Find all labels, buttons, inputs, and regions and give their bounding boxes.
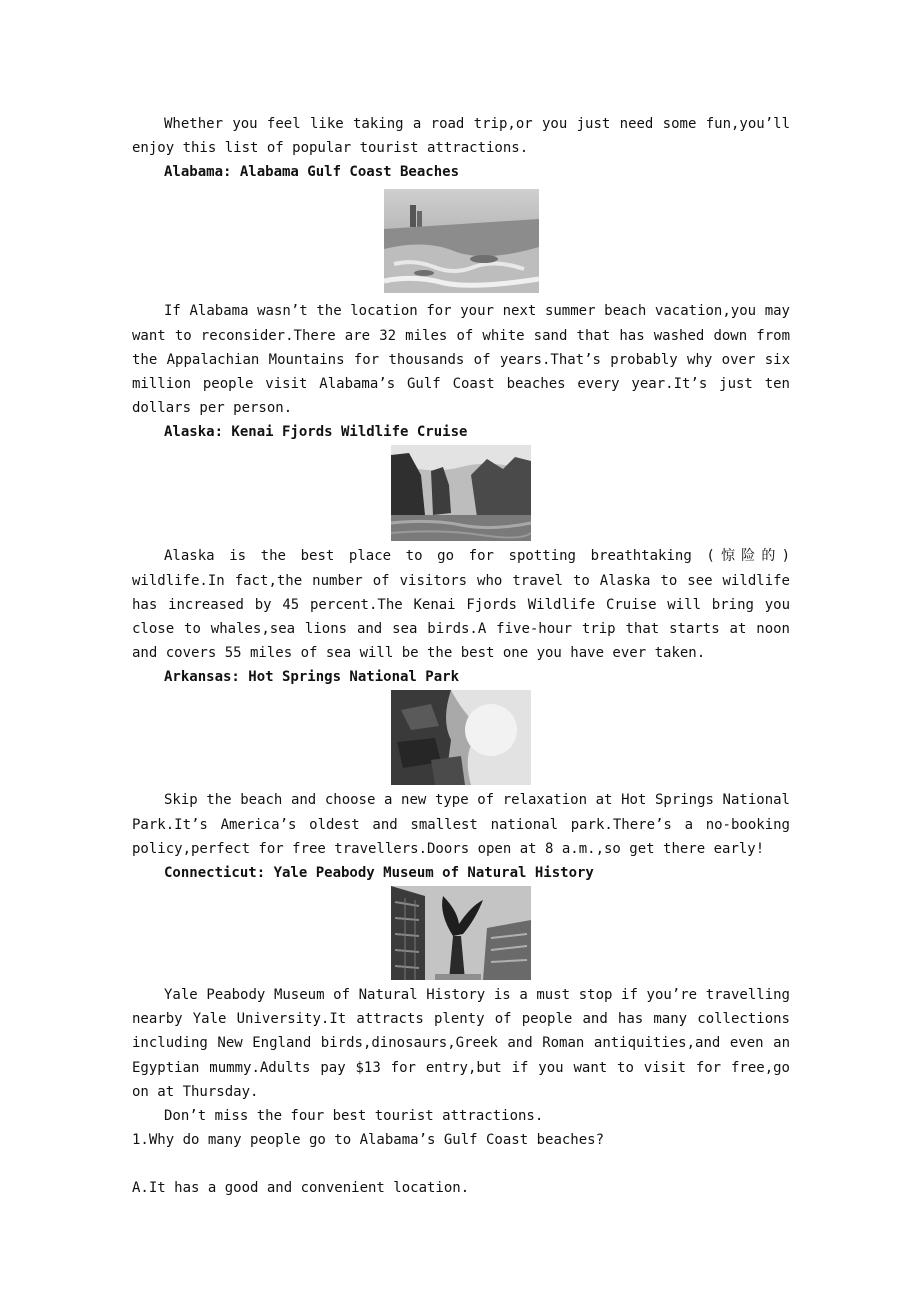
section-text-connecticut: Yale Peabody Museum of Natural History is a must stop if you’re travelling nearby Yale University.It attracts plenty of people and has many collections including New England birds,dinosaurs,Greek and Roman antiquities,and even an Egyptian mummy.Adults pay $13 for entry,but if you want to visit for free,go on at Thursday.	[132, 987, 790, 1100]
question-text: Why do many people go to Alabama’s Gulf Coast beaches?	[148, 1132, 605, 1149]
intro-paragraph: Whether you feel like taking a road trip,or you just need some fun,you’ll enjoy this list of popular tourist attractions.	[132, 116, 790, 157]
hot-springs-photo	[391, 690, 531, 785]
section-heading-alabama: Alabama: Alabama Gulf Coast Beaches	[164, 164, 460, 181]
document-page	[132, 112, 790, 1200]
beach-photo	[384, 189, 539, 293]
section-heading-arkansas: Arkansas: Hot Springs National Park	[164, 669, 460, 686]
section-heading-alaska: Alaska: Kenai Fjords Wildlife Cruise	[164, 424, 468, 441]
section-text-alaska: Alaska is the best place to go for spotting breathtaking (惊险的) wildlife.In fact,the number of visitors who travel to Alaska to see wildlife has increased by 45 percent.The Kenai Fjords Wildlife Cruise will bring you close to whales,sea lions and sea birds.A five-hour trip that starts at noon and covers 55 miles of sea will be the best one you have ever taken.	[132, 548, 790, 662]
question-number: 1.	[132, 1132, 149, 1149]
question-1	[132, 1128, 790, 1152]
section-heading-connecticut: Connecticut: Yale Peabody Museum of Natural History	[164, 865, 594, 882]
section-text-arkansas: Skip the beach and choose a new type of relaxation at Hot Springs National Park.It’s America’s oldest and smallest national park.There’s a no-booking policy,perfect for free travellers.Doors open at 8 a.m.,so get there early!	[132, 792, 790, 857]
fjord-photo	[391, 445, 531, 541]
option-a: A.It has a good and convenient location.	[132, 1180, 470, 1197]
museum-photo	[391, 886, 531, 980]
section-text-alabama: If Alabama wasn’t the location for your next summer beach vacation,you may want to reconsider.There are 32 miles of white sand that has washed down from the Appalachian Mountains for thousands of years.That’s probably why over six million people visit Alabama’s Gulf Coast beaches every year.It’s just ten dollars per person.	[132, 303, 790, 417]
closing-paragraph: Don’t miss the four best tourist attractions.	[164, 1108, 544, 1125]
